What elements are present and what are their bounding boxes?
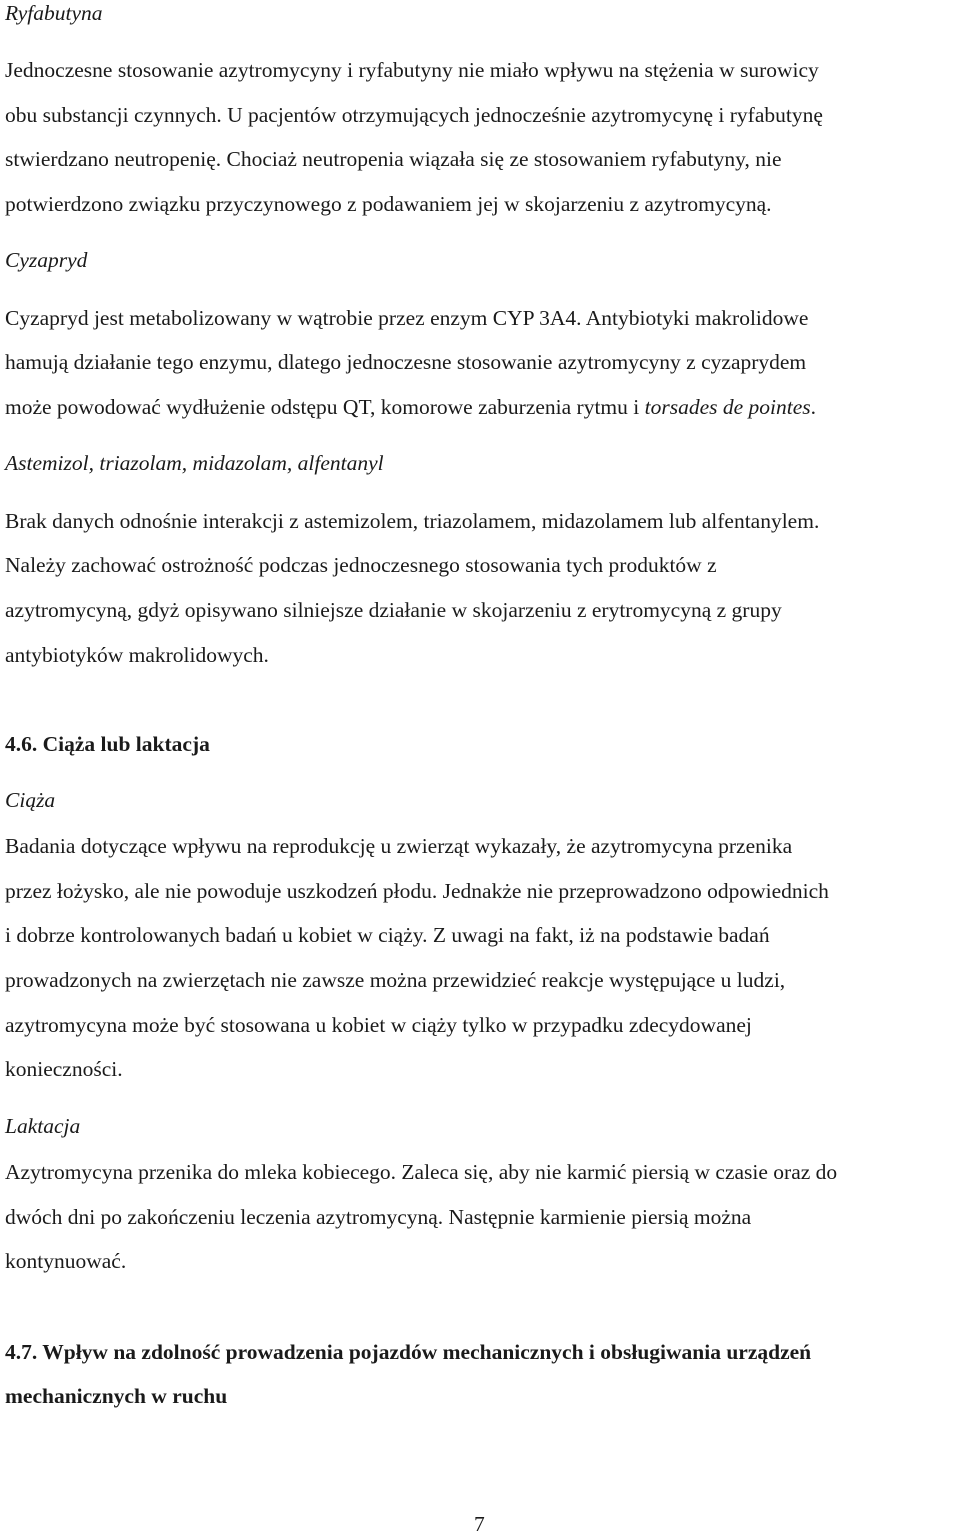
italic-term: torsades de pointes [644,395,811,419]
paragraph-line: stwierdzano neutropenię. Chociaż neutropenia wiązała się ze stosowaniem ryfabutyny, nie [5,147,782,171]
paragraph-line: prowadzonych na zwierzętach nie zawsze można przewidzieć reakcje występujące u ludzi, [5,968,786,992]
paragraph-line: azytromycyna może być stosowana u kobiet w ciąży tylko w przypadku zdecydowanej [5,1013,752,1037]
paragraph-line: konieczności. [5,1057,123,1081]
paragraph-line: Brak danych odnośnie interakcji z astemizolem, triazolamem, midazolamem lub alfentanylem. [5,509,820,533]
text-run: może powodować wydłużenie odstępu QT, komorowe zaburzenia rytmu i [5,395,645,419]
paragraph-line: Azytromycyna przenika do mleka kobiecego. Zaleca się, aby nie karmić piersią w czasie oraz do [5,1160,838,1184]
section-heading-4-6: 4.6. Ciąża lub laktacja [5,732,210,756]
paragraph-line: dwóch dni po zakończeniu leczenia azytromycyną. Następnie karmienie piersią można [5,1205,752,1229]
paragraph-line: przez łożysko, ale nie powoduje uszkodzeń płodu. Jednakże nie przeprowadzono odpowiednich [5,879,829,903]
section-heading-4-7-continued: mechanicznych w ruchu [5,1384,228,1408]
paragraph-line: hamują działanie tego enzymu, dlatego jednoczesne stosowanie azytromycyny z cyzaprydem [5,350,807,374]
page-number: 7 [474,1512,485,1536]
paragraph-line: i dobrze kontrolowanych badań u kobiet w ciąży. Z uwagi na fakt, iż na podstawie badań [5,923,770,947]
subheading-laktacja: Laktacja [5,1114,81,1138]
paragraph-line: Należy zachować ostrożność podczas jednoczesnego stosowania tych produktów z [5,553,717,577]
paragraph-line: antybiotyków makrolidowych. [5,643,269,667]
paragraph-line: Jednoczesne stosowanie azytromycyny i ryfabutyny nie miało wpływu na stężenia w surowicy [5,58,819,82]
paragraph-line [5,394,816,420]
paragraph-line: Cyzapryd jest metabolizowany w wątrobie przez enzym CYP 3A4. Antybiotyki makrolidowe [5,306,809,330]
text-run: . [810,395,817,419]
paragraph-line: potwierdzono związku przyczynowego z podawaniem jej w skojarzeniu z azytromycyną. [5,192,772,216]
subheading-ryfabutyna: Ryfabutyna [5,1,103,25]
section-heading-4-7: 4.7. Wpływ na zdolność prowadzenia pojazdów mechanicznych i obsługiwania urządzeń [5,1340,812,1364]
paragraph-line: azytromycyną, gdyż opisywano silniejsze działanie w skojarzeniu z erytromycyną z grupy [5,598,782,622]
subheading-ciaza: Ciąża [5,788,56,812]
paragraph-line: Badania dotyczące wpływu na reprodukcję u zwierząt wykazały, że azytromycyna przenika [5,834,793,858]
subheading-cyzapryd: Cyzapryd [5,248,88,272]
paragraph-line: kontynuować. [5,1249,127,1273]
paragraph-line: obu substancji czynnych. U pacjentów otrzymujących jednocześnie azytromycynę i ryfabutynę [5,103,823,127]
subheading-astemizol: Astemizol, triazolam, midazolam, alfentanyl [5,451,384,475]
